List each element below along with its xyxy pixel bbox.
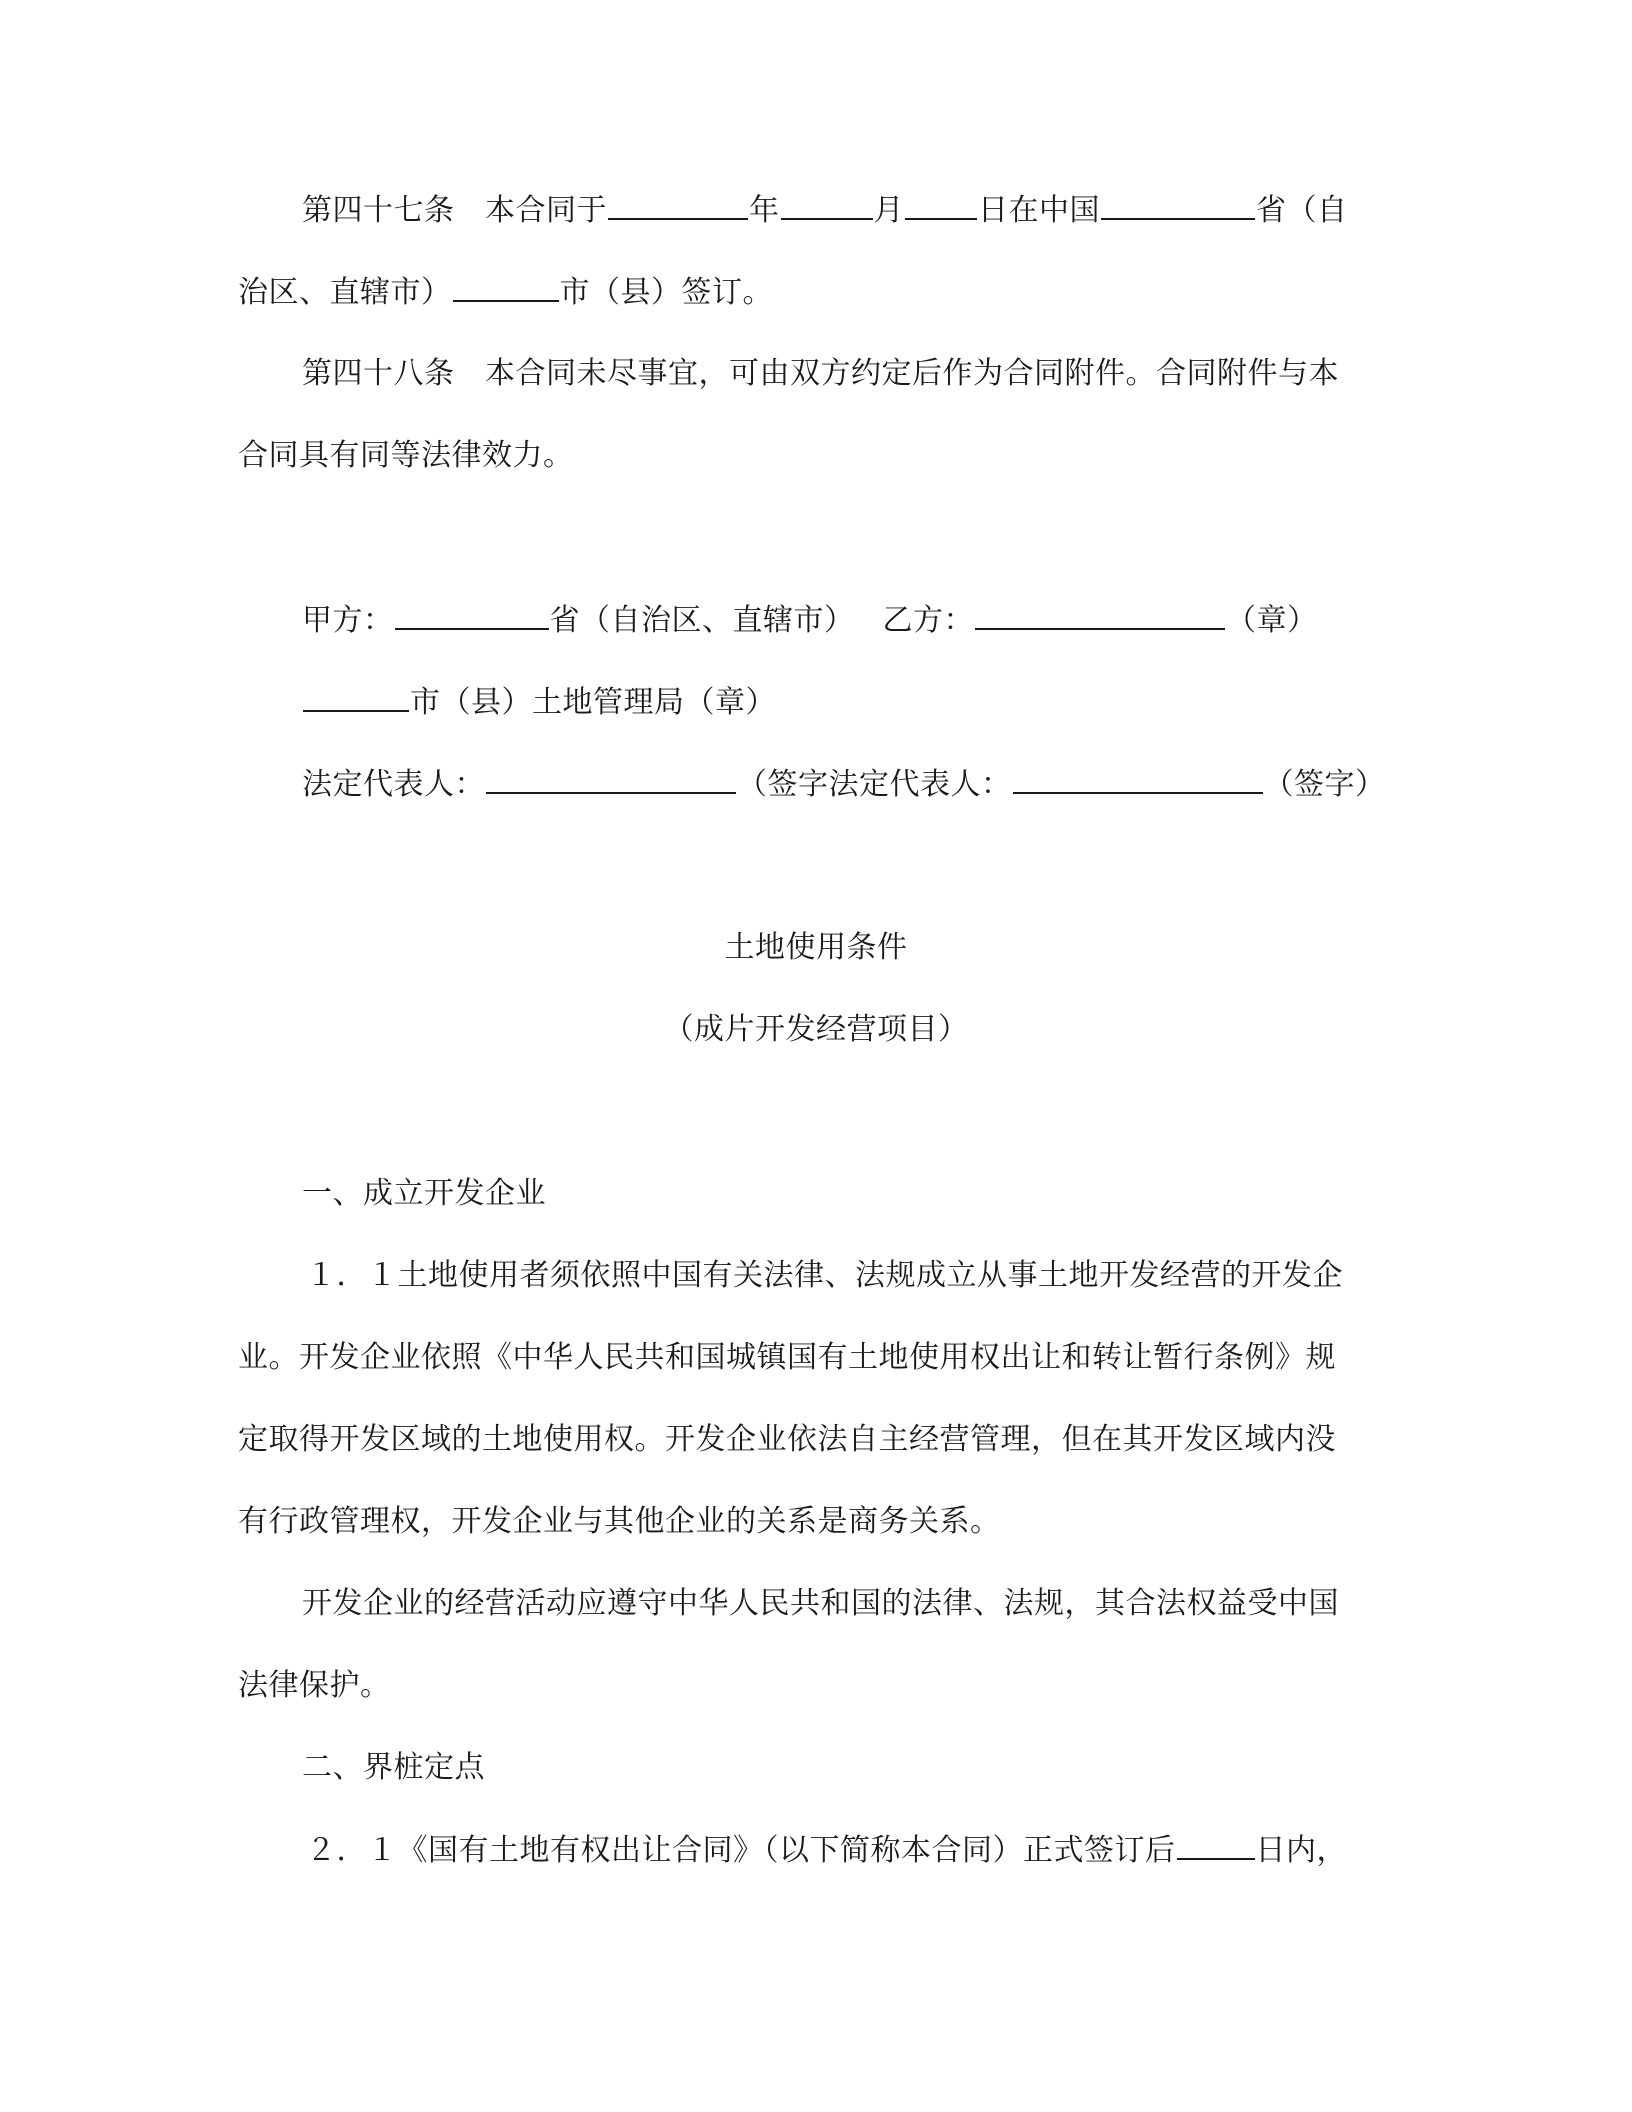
section-1-p1-line-3: 定取得开发区域的土地使用权。开发企业依法自主经营管理，但在其开发区域内没 (238, 1422, 1336, 1457)
article-48-text-2: 合同具有同等法律效力。 (238, 438, 574, 473)
legal-rep-a-label: 法定代表人： (302, 767, 485, 802)
party-a-province: 省（自治区、直辖市） (549, 603, 855, 638)
party-b-seal: （章） (1226, 603, 1318, 638)
sign-b-label: （签字） (1263, 767, 1386, 802)
party-a-blank (395, 600, 549, 630)
appendix-subtitle: （成片开发经营项目） (663, 1012, 969, 1047)
article-47-text-7: 市（县）签订。 (559, 275, 773, 310)
party-a-label: 甲方： (302, 603, 394, 638)
section-1-p2-line-1: 开发企业的经营活动应遵守中华人民共和国的法律、法规，其合法权益受中国 (302, 1586, 1339, 1621)
legal-rep-b-blank (1013, 764, 1263, 794)
article-47-text-2: 年 (749, 193, 780, 228)
legal-rep-a-blank (486, 764, 736, 794)
legal-rep-line (302, 764, 1386, 805)
days-blank (1177, 1830, 1255, 1860)
section-1-p1-line-2: 业。开发企业依照《中华人民共和国城镇国有土地使用权出让和转让暂行条例》规 (238, 1340, 1336, 1375)
appendix-title: 土地使用条件 (724, 930, 908, 965)
land-bureau-line (302, 682, 776, 723)
section-1-heading: 一、成立开发企业 (302, 1176, 546, 1211)
section-1-p1-line-4: 有行政管理权，开发企业与其他企业的关系是商务关系。 (238, 1504, 1001, 1539)
section-1-p1-line-1: １．１土地使用者须依照中国有关法律、法规成立从事土地开发经营的开发企 (306, 1258, 1343, 1293)
section-2-p1-text-2: 日内， (1255, 1833, 1347, 1868)
section-2-p1-text-1: ２．１《国有土地有权出让合同》（以下简称本合同）正式签订后 (306, 1833, 1176, 1868)
article-48-line-2 (238, 436, 574, 476)
sign-a-rep-b-label: （签字法定代表人： (737, 767, 1012, 802)
day-blank (905, 190, 977, 220)
article-47-line-1 (302, 190, 1348, 231)
article-48-line-1 (302, 354, 1339, 394)
year-blank (608, 190, 748, 220)
land-bureau-blank (303, 682, 409, 712)
party-b-label: 乙方： (882, 603, 974, 638)
article-47-line-2 (238, 272, 773, 313)
article-47-text-1: 第四十七条 本合同于 (302, 193, 607, 228)
month-blank (781, 190, 873, 220)
section-2-heading: 二、界桩定点 (302, 1750, 485, 1785)
land-bureau-text: 市（县）土地管理局（章） (410, 685, 776, 720)
article-47-text-4: 日在中国 (978, 193, 1100, 228)
signature-parties-line (302, 600, 1318, 641)
section-1-p2-line-2: 法律保护。 (238, 1668, 391, 1703)
section-2-p1-line-1 (306, 1830, 1347, 1871)
city-blank (453, 272, 559, 302)
article-48-text-1: 第四十八条 本合同未尽事宜，可由双方约定后作为合同附件。合同附件与本 (302, 356, 1339, 391)
province-blank (1101, 190, 1255, 220)
party-b-blank (975, 600, 1225, 630)
article-47-text-3: 月 (873, 193, 904, 228)
article-47-text-6: 治区、直辖市） (238, 275, 452, 310)
article-47-text-5: 省（自 (1256, 193, 1348, 228)
